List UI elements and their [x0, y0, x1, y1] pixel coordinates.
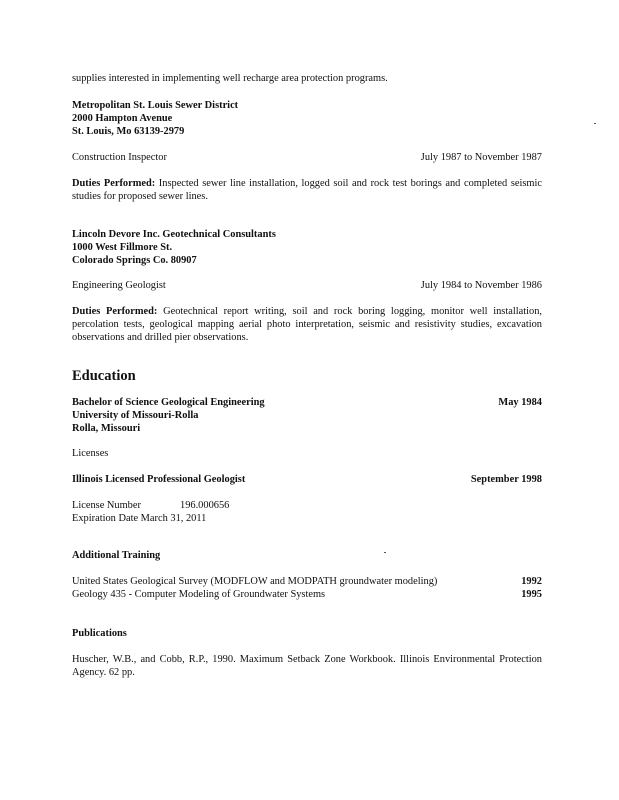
license-date: September 1998 — [470, 474, 542, 485]
duties-label: Duties Performed: — [72, 178, 156, 189]
training-list — [72, 575, 542, 601]
duties-label: Duties Performed: — [72, 306, 158, 317]
job-dates: July 1987 to November 1987 — [420, 152, 542, 163]
training-item — [72, 588, 542, 601]
license-number-row — [72, 499, 542, 512]
scan-speck — [594, 123, 596, 124]
employer-city: St. Louis, Mo 63139-2979 — [72, 126, 185, 137]
employer-msd — [72, 99, 542, 138]
intro-text: supplies interested in implementing well recharge area protection programs. — [72, 73, 388, 84]
job-title-row-lincoln — [72, 279, 542, 292]
duties-text: Inspected sewer line installation, logged soil and rock test borings and completed seismic studies for proposed sewer lines. — [72, 178, 542, 202]
training-year: 1992 — [521, 576, 542, 587]
school-location: Rolla, Missouri — [72, 423, 141, 434]
education-block — [72, 396, 542, 435]
degree-row — [72, 396, 542, 409]
job-title-row-msd — [72, 151, 542, 164]
degree-date: May 1984 — [498, 397, 542, 408]
employer-name: Metropolitan St. Louis Sewer District — [72, 100, 239, 111]
job-dates: July 1984 to November 1986 — [420, 280, 542, 291]
scan-speck — [384, 552, 386, 553]
duties-msd — [72, 177, 542, 203]
license-expiration: Expiration Date March 31, 2011 — [72, 513, 207, 524]
license-details — [72, 499, 542, 525]
training-text: Geology 435 - Computer Modeling of Groundwater Systems — [72, 589, 326, 600]
training-heading: Additional Training — [72, 550, 161, 561]
training-year: 1995 — [521, 589, 542, 600]
license-number-label: License Number — [72, 500, 141, 511]
job-title: Engineering Geologist — [72, 280, 166, 291]
school: University of Missouri-Rolla — [72, 410, 199, 421]
duties-text: Geotechnical report writing, soil and rock boring logging, monitor well installation, percolation tests, geological mapping aerial photo interpretation, seismic and resistivity studies, excavation observations and drilled pier observations. — [72, 306, 543, 343]
training-item — [72, 575, 542, 588]
employer-lincoln — [72, 228, 542, 267]
degree: Bachelor of Science Geological Engineering — [72, 397, 265, 408]
employer-city: Colorado Springs Co. 80907 — [72, 255, 197, 266]
education-heading: Education — [72, 368, 136, 384]
job-title: Construction Inspector — [72, 152, 167, 163]
duties-lincoln — [72, 305, 542, 344]
license-number-value: 196.000656 — [180, 500, 230, 511]
license-row — [72, 473, 542, 486]
licenses-heading: Licenses — [72, 448, 109, 459]
publication-citation: Huscher, W.B., and Cobb, R.P., 1990. Maximum Setback Zone Workbook. Illinois Environmental Protection Agency. 62 pp. — [72, 654, 542, 678]
training-text: United States Geological Survey (MODFLOW and MODPATH groundwater modeling) — [72, 576, 438, 587]
employer-street: 2000 Hampton Avenue — [72, 113, 173, 124]
license-name: Illinois Licensed Professional Geologist — [72, 474, 246, 485]
employer-street: 1000 West Fillmore St. — [72, 242, 173, 253]
employer-name: Lincoln Devore Inc. Geotechnical Consultants — [72, 229, 276, 240]
publications-heading: Publications — [72, 628, 127, 639]
